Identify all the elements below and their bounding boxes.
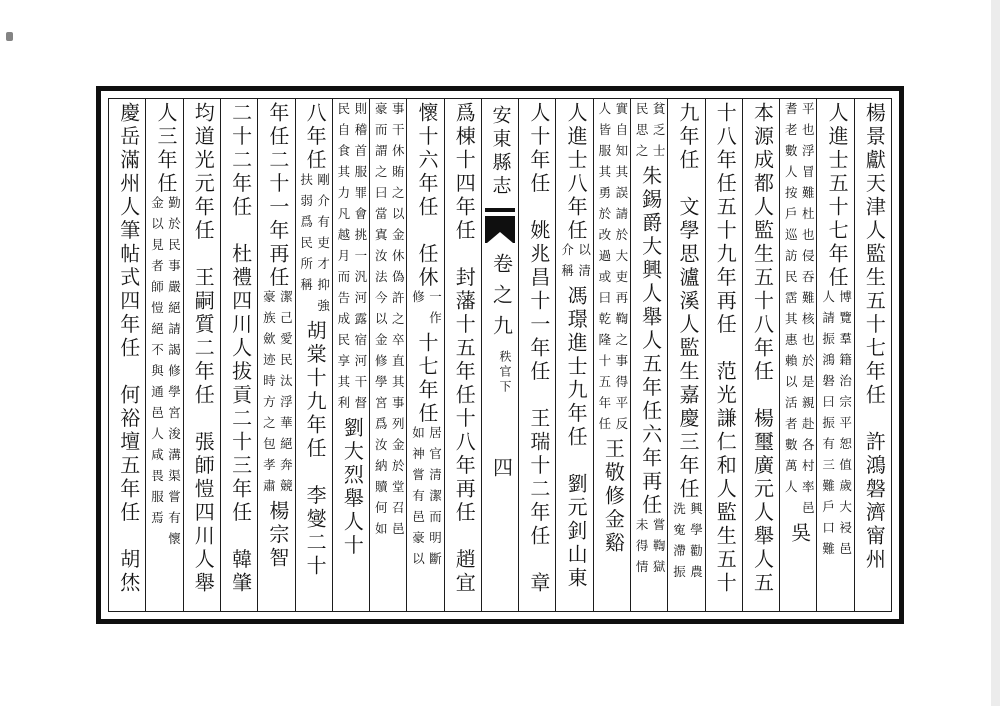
interlinear-note	[632, 102, 666, 165]
column-l7	[220, 99, 257, 611]
main-text-run: 人進士八年任	[564, 102, 587, 243]
main-text-run: 楊景獻天津人監生五十七年任 許鴻磐濟甯州	[862, 102, 885, 572]
main-text-run: 均道光元年任 王嗣質二年任 張師愷四川人舉	[191, 102, 214, 596]
main-text-run: 人三年任	[154, 102, 177, 196]
note-right-line: 興學勸農	[688, 501, 703, 586]
column-grid	[108, 98, 892, 612]
column-l2	[406, 99, 443, 611]
note-right-line: 剛介有吏才抑強	[315, 172, 330, 320]
note-left-line: 介稱	[559, 243, 574, 285]
main-text-run: 年任二十一年再任	[265, 102, 288, 290]
column-l5	[295, 99, 332, 611]
scan-edge-shadow	[991, 0, 1000, 706]
main-text-run: 懷十六年任 任休	[414, 102, 437, 290]
section-label: 秩官下	[498, 350, 513, 395]
interlinear-note	[408, 426, 442, 573]
interlinear-note	[297, 173, 331, 320]
note-left-line: 人皆服其勇於改過或曰乾隆十五年任	[596, 102, 611, 438]
column-l8	[183, 99, 220, 611]
main-text-run: 楊宗智	[265, 500, 288, 571]
column-r10	[518, 99, 555, 611]
main-text-run: 本源成都人監生五十八年任 楊璽廣元人舉人五	[750, 102, 773, 596]
fishtail-ornament-icon	[485, 208, 515, 243]
main-text-run: 爲棟十四年任 封藩十五年任十八年再任 趙宜	[452, 102, 475, 596]
main-text-run: 人進士五十七年任	[825, 102, 848, 290]
interlinear-note	[259, 290, 293, 500]
note-left-line: 金以見者師愷絕不與通邑人咸畏服焉	[149, 196, 164, 532]
main-text-run: 二十二年任 杜禮四川人拔貢二十三年任 韓肇	[228, 102, 251, 596]
page-border-frame	[96, 86, 904, 624]
column-l10	[109, 99, 145, 611]
column-l4	[332, 99, 369, 611]
main-text-run: 劉大烈舉人十	[340, 417, 363, 558]
note-right-line: 勤於民事嚴絕請謁修學宮浚溝渠嘗有懷	[166, 196, 181, 553]
note-left-line: 人請振鴻磐曰振有三難戶口難	[820, 290, 835, 563]
book-title: 安東縣志	[489, 105, 511, 199]
note-left-line: 修	[410, 290, 425, 311]
note-right-line: 貧乏士	[651, 102, 666, 165]
note-right-line: 以清	[576, 243, 591, 285]
note-right-line: 則稽首服罪會挑一汎河露宿河干督	[352, 102, 367, 417]
note-left-line: 豪而謂之曰當寘汝法今以金修學宮爲汝納贖何如	[373, 102, 388, 543]
note-left-line: 民自食其力凡越月而告成民享其利	[335, 102, 350, 417]
fishtail-top-bar	[485, 208, 515, 212]
main-text-run: 吳	[787, 522, 810, 546]
note-right-line: 事干休賄之以金休偽許之卒直其事列金於堂召邑	[390, 102, 405, 543]
column-r2	[816, 99, 853, 611]
main-text-run: 八年任	[303, 102, 326, 173]
column-l9	[145, 99, 182, 611]
note-right-line: 實自知其誤請於大吏再鞫之事得平反	[613, 102, 628, 438]
main-text-run: 九年任 文學思瀘溪人監生嘉慶三年任	[675, 102, 698, 502]
column-l3	[369, 99, 406, 611]
column-r4	[742, 99, 779, 611]
column-l6	[257, 99, 294, 611]
note-left-line: 扶弱爲民所稱	[298, 172, 313, 299]
note-left-line: 豪族歛迹時方之包孝肅	[261, 290, 276, 500]
page-number: 四	[489, 457, 512, 477]
note-right-line: 博覽羣籍治宗平恕值歲大祲邑	[837, 290, 852, 563]
note-right-line: 居官清潔而明斷	[427, 426, 442, 573]
note-left-line: 如神嘗有邑豪以	[410, 426, 425, 573]
volume-label: 卷之九	[489, 253, 512, 346]
fishtail-notch	[487, 232, 513, 243]
note-right-line: 嘗鞫獄	[651, 517, 666, 581]
note-left-line: 未得情	[634, 517, 649, 581]
note-left-line: 耆老數人按戶巡訪民霑其惠賴以活者數萬人	[783, 102, 798, 501]
column-r3	[779, 99, 816, 611]
interlinear-note	[632, 518, 666, 581]
note-left-line: 民思之	[634, 102, 649, 165]
interlinear-note	[558, 243, 592, 285]
column-l1	[444, 99, 481, 611]
interlinear-note	[408, 290, 442, 332]
note-right-line: 潔己愛民汰浮華絕奔競	[278, 290, 293, 500]
scan-artifact-speck	[6, 32, 13, 41]
column-r6	[667, 99, 704, 611]
note-left-line: 洗寃滯振	[671, 501, 686, 586]
interlinear-note	[819, 290, 853, 563]
interlinear-note	[781, 102, 815, 522]
column-r1	[854, 99, 891, 611]
column-r7	[630, 99, 667, 611]
column-r9	[555, 99, 592, 611]
column-r5	[705, 99, 742, 611]
note-right-line: 一作	[427, 290, 442, 332]
note-right-line: 平也浮冒難杜也侵吞難核也於是親赴各村率邑	[800, 102, 815, 522]
interlinear-note	[595, 102, 629, 438]
main-text-run: 胡棠十九年任 李燮二十	[303, 319, 326, 578]
main-text-run: 慶岳滿州人筆帖式四年任 何裕壇五年任 胡烋	[116, 102, 139, 596]
interlinear-note	[148, 196, 182, 553]
interlinear-note	[334, 102, 368, 417]
main-text-run: 王敬修金谿	[601, 438, 624, 556]
interlinear-note	[371, 102, 405, 543]
column-r8	[593, 99, 630, 611]
interlinear-note	[669, 502, 703, 586]
main-text-run: 馮璟進士九年任 劉元釗山東	[564, 285, 587, 591]
main-text-run: 十八年任五十九年再任 范光謙仁和人監生五十	[713, 102, 736, 596]
main-text-run: 人十年任 姚兆昌十一年任 王瑞十二年任 章	[526, 102, 549, 596]
center-fold-column	[481, 99, 518, 611]
fishtail-body	[485, 216, 515, 243]
main-text-run: 十七年任	[414, 332, 437, 426]
main-text-run: 朱錫爵大興人舉人五年任六年再任	[638, 165, 661, 518]
